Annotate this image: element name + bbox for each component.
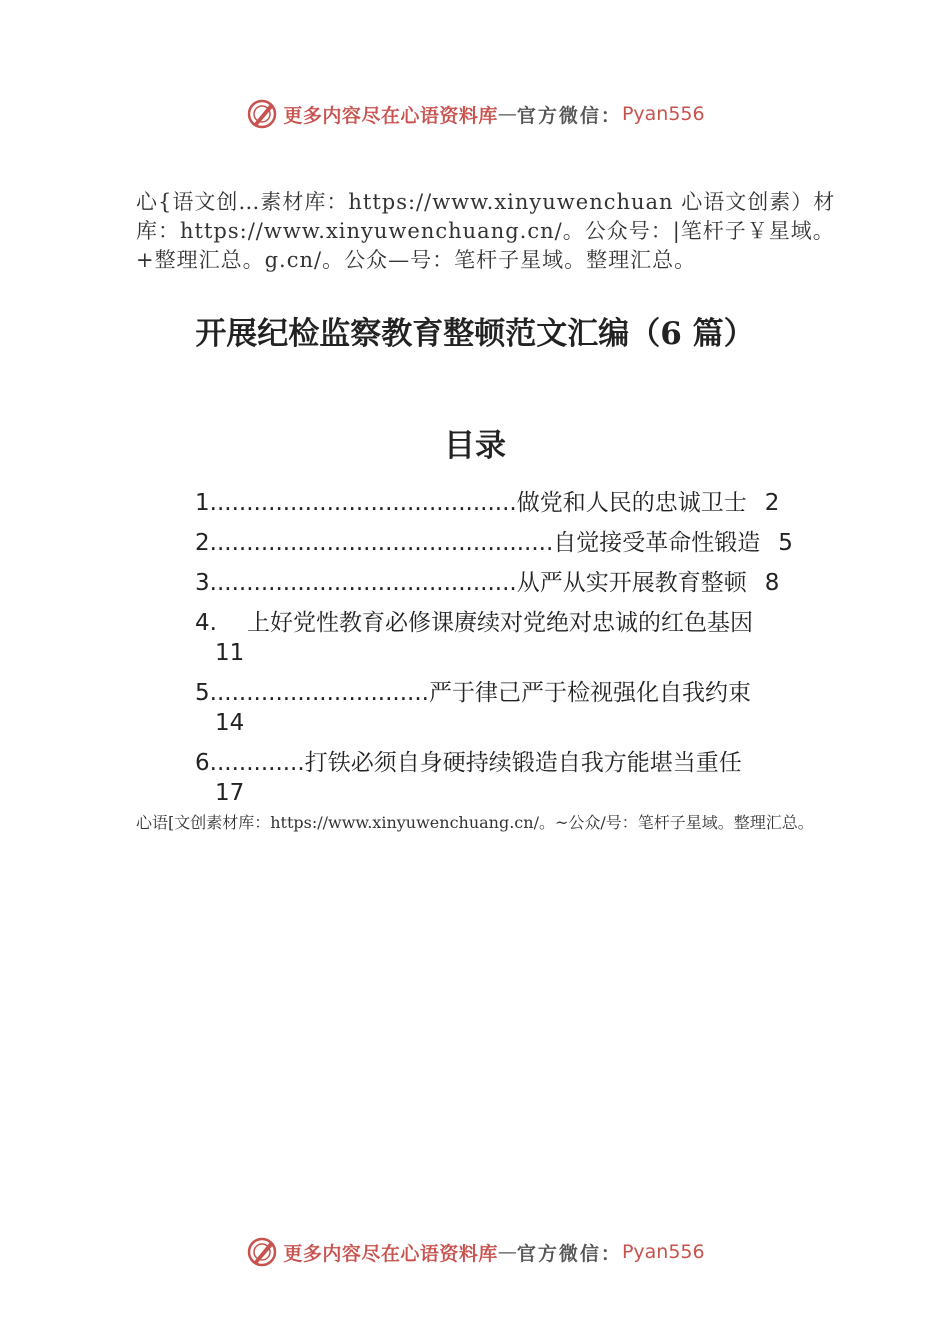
toc-leader: .......................................... [209,490,517,516]
header-banner [0,94,950,134]
toc-page: 2 [764,490,780,516]
toc-leader: .......................................... [209,570,517,596]
watermark-top: 心{语文创…素材库：https://www.xinyuwenchuan 心语文创素）材库：https://www.xinyuwenchuang.cn/。公众号：|笔杆子￥星域。+整理汇总。g.cn/。公众—号：笔杆子星域。整理汇总。 [136,190,836,272]
banner-wechat-id: Pyan556 [621,103,705,125]
footer-banner [0,1232,950,1272]
toc-number: 2 [195,530,210,556]
toc-leader: ............................................... [209,530,554,556]
toc-entry[interactable] [195,678,751,738]
banner-label: 官方微信： [516,104,622,127]
toc-page: 14 [215,710,245,736]
toc-leader: ............. [209,750,305,776]
toc-page: 8 [764,570,780,596]
banner-text: 更多内容尽在心语资料库 [283,1242,498,1265]
toc-text: 上好党性教育必修课赓续对党绝对忠诚的红色基因 [246,610,753,636]
toc-number: 3 [195,570,210,596]
toc-entry[interactable] [195,608,753,668]
toc-page: 5 [778,530,793,556]
toc-text: 做党和人民的忠诚卫士 [516,490,747,516]
banner-separator: — [497,1241,517,1263]
toc-number: 1 [195,490,210,516]
toc-entry[interactable] [195,748,742,808]
toc-text: 严于律己严于检视强化自我约束 [428,680,751,706]
banner-label: 官方微信： [516,1242,622,1265]
banner-wechat-id: Pyan556 [621,1241,705,1263]
banner-text: 更多内容尽在心语资料库 [283,104,498,127]
document-title: 开展纪检监察教育整顿范文汇编（6 篇） [195,316,755,352]
toc-page: 11 [215,640,245,666]
toc-entry[interactable] [195,488,779,518]
toc-text: 自觉接受革命性锻造 [553,530,761,556]
toc-text: 从严从实开展教育整顿 [516,570,747,596]
toc-number: 4. [195,610,217,636]
toc-leader: .............................. [209,680,429,706]
toc-number: 6 [195,750,210,776]
toc-entry[interactable] [195,528,793,558]
toc-heading: 目录 [444,428,506,464]
toc-entry[interactable] [195,568,779,598]
toc-number: 5 [195,680,210,706]
pen-logo-icon [245,1235,279,1269]
toc-text: 打铁必须自身硬持续锻造自我方能堪当重任 [304,750,742,776]
toc-page: 17 [215,780,245,806]
banner-separator: — [497,103,517,125]
pen-logo-icon [245,97,279,131]
watermark-bottom: 心语[文创素材库：https://www.xinyuwenchuang.cn/。~公众/号：笔杆子星域。整理汇总。 [136,813,814,832]
